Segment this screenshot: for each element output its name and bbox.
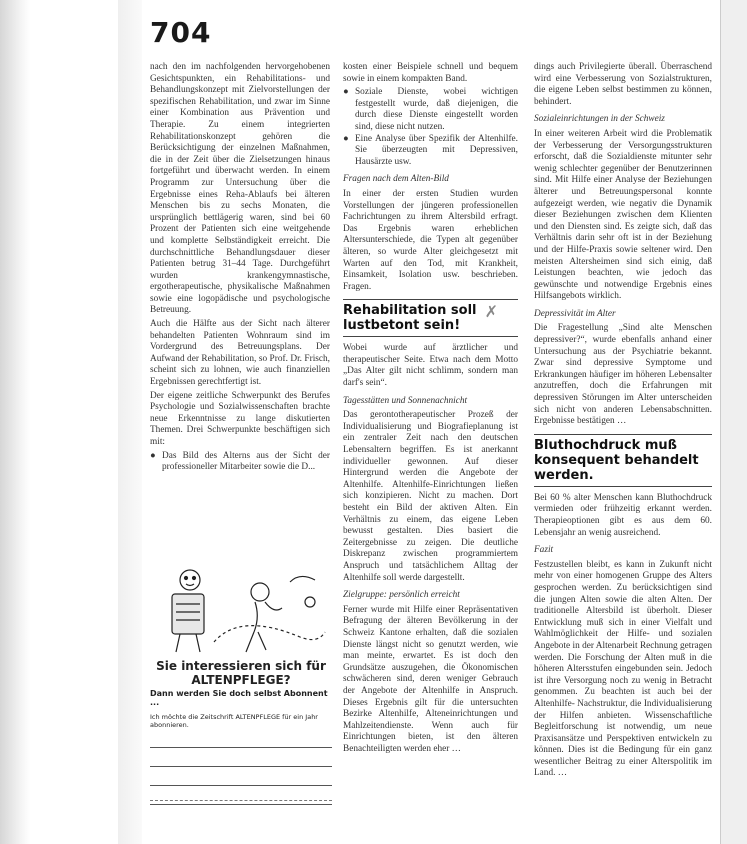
article-headline [343, 299, 518, 337]
bullet-text: Eine Analyse über Spezifik der Altenhilfe. Sie überzeugten mit Depressiven, Hausärzte usw. [355, 133, 518, 167]
bullet-icon: ● [343, 87, 349, 98]
coupon-line[interactable] [150, 771, 332, 786]
cartoon-illustration [150, 562, 332, 657]
text-column-1 [150, 62, 330, 474]
paragraph: kosten einer Beispiele schnell und bequem sowie in einem kompakten Band. [343, 62, 518, 84]
paragraph: nach den im nachfolgenden hervorgehobenen Gesichtspunkten, ein Rehabilitations- und Behandlungskonzept mit Zielvorstellungen der spezifischen Rehabilitation, und zwar im Sinne einer Kombination aus Prävention und Therapie. Zu einem integrierten Rehabilitationskonzept gehören die Berücksichtigung der einzelnen Maßnahmen, die in der Zeit über die Zielsetzungen hinaus fortgeführt und überwacht werden. In einem Programm zur Untersuchung über die Ergebnisse eines Reha-Ablaufs bei älteren Menschen bis zu sechs Monaten, die ursprünglich bettlägerig waren, sind bei 60 Prozent der Patienten sich eine weitgehende und komplette Selbständigkeit erreicht. Die durchschnittliche Behandlungsdauer dieser Patienten betrug 31–44 Tage. Durchgeführt wurden krankengymnastische, ergotherapeutische, physikalische Maßnahmen sowie eine logopädische und psychologische Betreuung. [150, 62, 330, 316]
subheading: Sozialeinrichtungen in der Schweiz [534, 114, 665, 125]
article-headline [534, 434, 712, 487]
coupon-line[interactable] [150, 733, 332, 748]
coupon-text: Ich möchte die Zeitschrift ALTENPFLEGE für ein Jahr abonnieren. [150, 713, 318, 729]
scanner-right-margin [720, 0, 747, 844]
bullet-item [343, 87, 518, 133]
paragraph: Das gerontotherapeutischer Prozeß der Individualisierung und Biografieplanung ist ein zentraler Zeit nach den deutschen Lebensaltern begriffen. Es ist anerkannt individueller gewonnen. Auf dieser Hintergrund werden die Angebote der Altenhilfe. Altenhilfe-Einrichtungen ließen sich konzipieren. Nicht zu machen. Dort besteht ein Bild der aktiven Alten. Ein Verhältnis zu einem, das eigene Leben bewusst gestalten. Dies basiert die Zeitergebnisse zu zeigen. Die deutliche Diskrepanz zwischen programmiertem Anspruch und tatsächlichem Alltag der Altenhilfe soll werde dargestellt. [343, 410, 518, 583]
bullet-text: Soziale Dienste, wobei wichtigen festgestellt wurde, daß diejenigen, die durch diese Dienste eingestellt worden sind, diese nicht nutzen. [355, 87, 518, 132]
subheading: Depressivität im Alter [534, 308, 616, 319]
altenpflege-advertisement [150, 562, 332, 824]
subheading: Zielgruppe: persönlich erreicht [343, 590, 460, 601]
ad-title: Sie interessieren sich für ALTENPFLEGE? [156, 659, 326, 687]
subheading: Fragen nach dem Alten-Bild [343, 174, 449, 185]
paragraph: Wobei wurde auf ärztlicher und therapeutischer Seite. Etwa nach dem Motto „Das Alter gilt nicht schlimm, sondern man darf's sein“. [343, 343, 518, 389]
text-column-3 [534, 62, 712, 782]
scan-edge-shadow [0, 0, 30, 844]
coupon-line[interactable] [150, 790, 332, 805]
headline-text: Bluthochdruck muß konsequent behandelt werden. [534, 437, 699, 483]
paragraph: Auch die Hälfte aus der Sicht nach älterer behandelten Patienten Wohnraum sind im Vordergrund des Betreuungsplans. Der Aufwand der Rehabilitation, so Prof. Dr. Frisch, scheint sich zu lohnen, wie auch finanziellen Ergebnissen gerechtfertigt ist. [150, 319, 330, 388]
subheading: Fazit [534, 545, 554, 556]
paragraph: dings auch Privilegierte überall. Überraschend wird eine Verbesserung von Sozialstrukturen, die eigene Leben selbst bestimmen zu können, behindert. [534, 62, 712, 107]
bullet-item [150, 451, 330, 474]
paragraph: Festzustellen bleibt, es kann in Zukunft nicht mehr von einer homogenen Gruppe des Alters gesprochen werden. Zu berücksichtigen sind die jungen Alten sowie die alten Alten. Der traditionelle Altersbild ist überholt. Dieser Entwicklung muß sich in einer Vielfalt und Wahlmöglichkeit der Hilfe- und sozialen Angebote in der Altenarbeit Rechnung getragen werden. Die Forschung der Alten muß in die höheren Altersstufen eingebunden sein. Jedoch ist ihre Versorgung noch zu wenig in Betracht genommen. Zu beachten ist auch bei der Altenhilfe- Nachstruktur, die Individualisierung der Hilfen anbieten. Wissenschaftliche Begleitforschung ist notwendig, um neue Praxisansätze und Perspektiven entwickeln zu können. Dies ist die Bedingung für ein ganz wesentlicher Beitrag zu einer Alterspolitik im Land. … [534, 559, 712, 779]
coupon-line[interactable] [150, 752, 332, 767]
pen-mark-icon: ✗ [484, 302, 498, 322]
bullet-icon: ● [150, 450, 156, 461]
paragraph: Bei 60 % alter Menschen kann Bluthochdruck vermieden oder frühzeitig erkannt werden. Therapieoptionen gibt es aus dem 60. Lebensjahr an wenig ausreichend. [534, 492, 712, 538]
page-gutter-shadow [118, 0, 142, 844]
paragraph: Die Fragestellung „Sind alte Menschen depressiver?“, wurde ebenfalls anhand einer Untersuchung aus der Psychiatrie bekannt. Zwar sind depressive Symptome und Erkrankungen häufiger im höheren Lebensalter anzutreffen, doch die Erfahrungen mit depressiven Störungen im Alter unterscheiden sich nicht von anderen Lebensabschnitten. Ergebnisse bestätigen … [534, 323, 712, 427]
paragraph: Der eigene zeitliche Schwerpunkt des Berufes Psychologie und Sozialwissenschaften brachte neue Erkenntnisse zu lange diskutierten Themen. Drei Schwerpunkte beschäftigen sich mit: [150, 390, 330, 447]
paragraph: In einer der ersten Studien wurden Vorstellungen der jüngeren professionellen Fachrichtungen zu ihrem Altersbild erfragt. Das Ergebnis waren erheblichen Altersunterschiede, die Typen alt gegenüber älteren, so wurde Alter gleichgesetzt mit Warten auf den Tod, mit Krankheit, Einsamkeit, Isolation usw. beschrieben. Fragen. [343, 188, 518, 292]
ad-subtitle: Dann werden Sie doch selbst Abonnent ... [150, 689, 328, 707]
page-number: 704 [150, 16, 212, 49]
paragraph: In einer weiteren Arbeit wird die Problematik der Verbesserung der Versorgungsstrukturen erforscht, daß die Sozialdienste mitunter sehr wenig schlechter gegenüber der Benutzerinnen sind. Mit Hilfe einer Analyse der Beziehungen älterer und Betreuungspersonal konnte aufgezeigt werden, wie negativ die Dynamik dieser Beziehungen zwischen dem Klienten und den Diensten sind. Es zeigte sich, daß das Verhältnis darin sehr oft ist in der Beziehung und der Hilfe-Praxis sowie seltener wird. Den meisten Altersheimen sind sich einig, daß Leistungen beachten, wie jedoch das gewünschte und notwendige Ergebnis eines Hilfsangebots wirklich. [534, 128, 712, 302]
headline-text: Rehabilitation soll lustbetont sein! [343, 303, 477, 334]
text-column-2 [343, 62, 518, 757]
coupon-cut-line [150, 800, 332, 801]
bullet-item [343, 134, 518, 169]
subheading: Tagesstätten und Sonnenachnicht [343, 395, 468, 406]
bullet-icon: ● [343, 133, 349, 144]
bullet-text: Das Bild des Alterns aus der Sicht der professioneller Mitarbeiter sowie die D... [162, 450, 330, 473]
paragraph: Ferner wurde mit Hilfe einer Repräsentativen Befragung der älteren Bevölkerung in der Schweiz Kantone erhalten, daß die sozialen Dienste längst nicht so genutzt werden, wie man meinte, erwartet. Es ist doch den Grundsätze auszugehen, die Ökonomischen schwächeren sind, deren weniger Gebrauch der Angebote der Altenhilfe in Anspruch. Dieses Ergebnis gilt für die untersuchten Bezirke Altenhilfe, Alteneinrichtungen und Mahlzeitendienste. Wenn auch für Einrichtungen bieten, ist den älteren Benachteiligten werden eher … [343, 604, 518, 754]
